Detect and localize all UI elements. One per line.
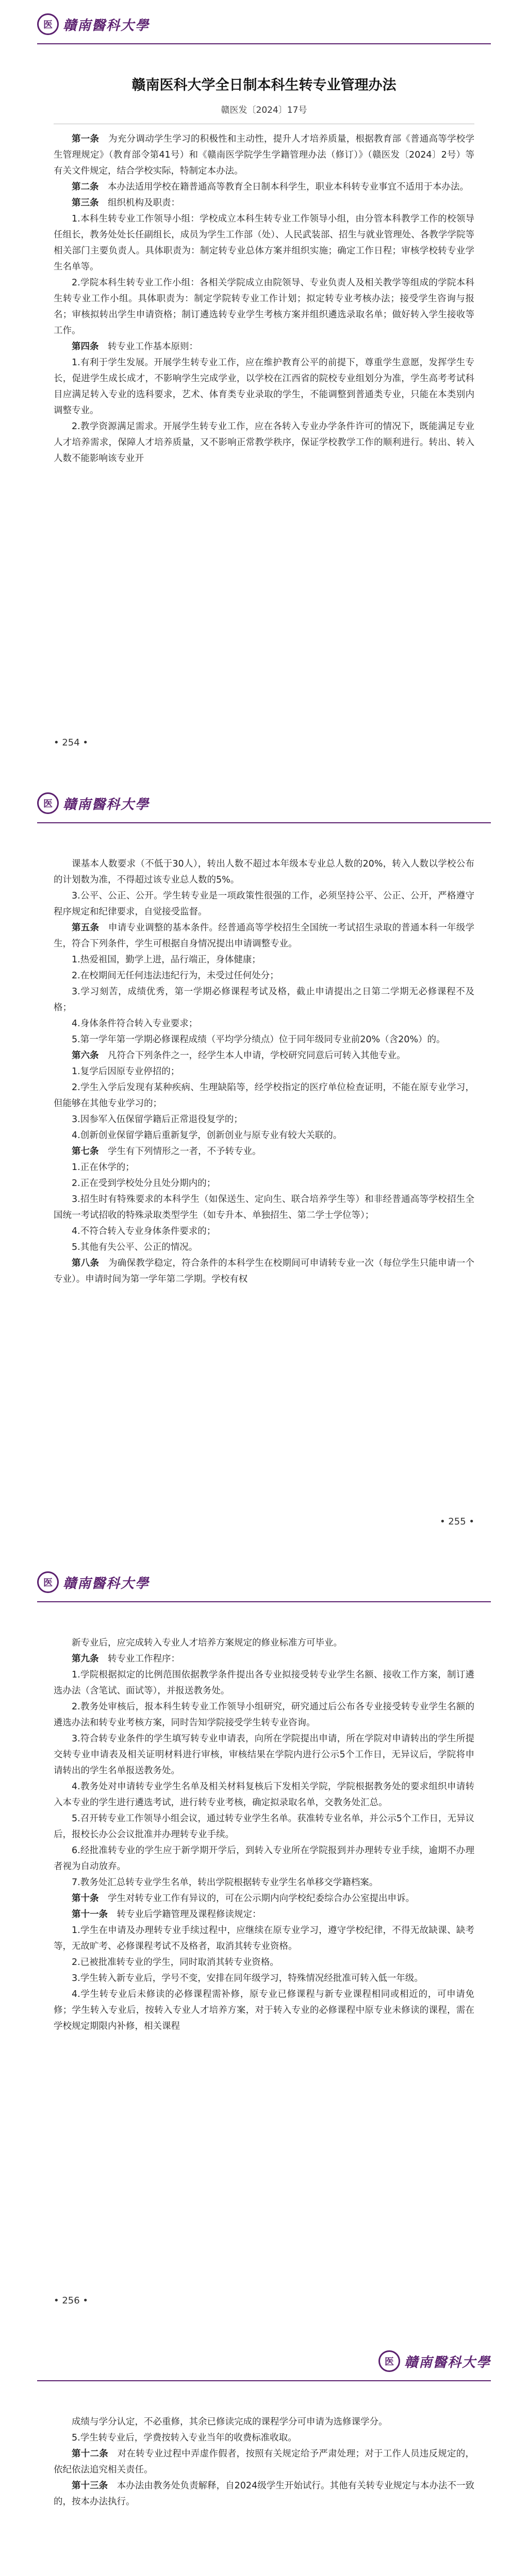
paragraph bbox=[54, 1192, 474, 1224]
paragraph-text: 4.创新创业保留学籍后重新复学，创新创业与原专业有较大关联的。 bbox=[72, 1130, 342, 1141]
paragraph-text: 凡符合下列条件之一，经学生本人申请，学校研究同意后可转入其他专业。 bbox=[108, 1050, 406, 1061]
paragraph-text: 7.教务处汇总转专业学生名单，转出学院根据转专业学生名单移交学籍档案。 bbox=[72, 1877, 378, 1888]
paragraph-text: 1.正在休学的； bbox=[72, 1162, 135, 1173]
paragraph bbox=[54, 131, 474, 179]
paragraph bbox=[54, 1891, 474, 1907]
paragraph bbox=[54, 1811, 474, 1843]
paragraph-text: 5.召开转专业工作领导小组会议，通过转专业学生名单。获准转专业名单，并公示5个工作日，无异议后，报校长办公会议批准并办理转专业手续。 bbox=[54, 1814, 474, 1840]
article-number: 第七条 bbox=[72, 1146, 99, 1157]
university-emblem-icon: 医 bbox=[378, 2350, 400, 2372]
paragraph-text: 4.学生转专业后未修读的必修课程需补修，原专业已修课程与新专业课程相同或相近的，可申请免修；学生转入专业后，按转入专业人才培养方案，对于转入专业的必修课程中原专业未修读的课程，需在学校规定期限内补修，相关课程 bbox=[54, 1989, 474, 2031]
paragraph bbox=[54, 952, 474, 968]
page-3 bbox=[0, 1558, 528, 2337]
article-number: 第十二条 bbox=[72, 2449, 109, 2459]
paragraph-text: 本办法适用学校在籍普通高等教育全日制本科学生，职业本科转专业事宜不适用于本办法。 bbox=[108, 182, 469, 192]
article-number: 第二条 bbox=[72, 182, 99, 192]
paragraph bbox=[54, 2446, 474, 2478]
paragraphs bbox=[54, 2414, 474, 2510]
paragraph-text: 申请专业调整的基本条件。经普通高等学校招生全国统一考试招生录取的普通本科一年级学生，符合下列条件，学生可根据自身情况提出申请调整专业。 bbox=[54, 923, 475, 949]
paragraph-text: 2.已被批准转专业的学生，同时取消其转专业资格。 bbox=[72, 1957, 279, 1968]
paragraph-text: 2.学院本科生转专业工作小组：各相关学院成立由院领导、专业负责人及相关教学等组成的学院本科生转专业工作小组。具体职责为：制定学院转专业工作计划；拟定转专业考核办法；接受学生咨询与报名；审核拟转出学生申请资格；制订遴选转专业学生考核方案并组织遴选录取名单；做好转入学生接收等工作。 bbox=[54, 278, 474, 336]
paragraph bbox=[54, 984, 474, 1016]
paragraph-text: 课基本人数要求（不低于30人），转出人数不超过本年级本专业总人数的20%，转入人数以学校公布的计划数为准，不得超过该专业总人数的5%。 bbox=[54, 859, 474, 885]
paragraph bbox=[54, 339, 474, 355]
paragraph bbox=[54, 1112, 474, 1128]
university-logo-text: 贛南醫科大學 bbox=[404, 2354, 491, 2370]
paragraph-text: 组织机构及职责： bbox=[108, 198, 180, 208]
header-rule bbox=[37, 43, 491, 44]
paragraph bbox=[54, 1987, 474, 2035]
university-emblem-icon: 医 bbox=[37, 792, 59, 814]
paragraph-text: 5.学生转专业后，学费按转入专业当年的收费标准收取。 bbox=[72, 2433, 297, 2443]
paragraph-text: 5.其他有失公平、公正的情况。 bbox=[72, 1242, 198, 1252]
paragraph bbox=[54, 1875, 474, 1891]
paragraphs bbox=[54, 131, 474, 467]
article-number: 第十三条 bbox=[72, 2481, 108, 2491]
page-content bbox=[54, 856, 474, 1287]
paragraph bbox=[54, 1016, 474, 1032]
paragraph bbox=[54, 1955, 474, 1971]
paragraph-text: 4.不符合转入专业身体条件要求的； bbox=[72, 1226, 216, 1236]
paragraph-text: 3.因参军入伍保留学籍后正常退役复学的； bbox=[72, 1114, 243, 1125]
header-rule bbox=[37, 822, 491, 823]
paragraph-text: 2.在校期间无任何违法违纪行为，未受过任何处分； bbox=[72, 971, 279, 981]
article-number: 第九条 bbox=[72, 1654, 99, 1664]
paragraph-text: 3.学习刻苦，成绩优秀，第一学期必修课程考试及格，截止申请提出之日第二学期无必修课程不及格； bbox=[54, 987, 474, 1013]
paragraph bbox=[54, 1128, 474, 1144]
university-logo bbox=[378, 2350, 491, 2372]
page-header bbox=[37, 789, 491, 825]
paragraph bbox=[54, 2430, 474, 2446]
paragraph bbox=[54, 1256, 474, 1287]
article-number: 第五条 bbox=[72, 923, 100, 933]
paragraph bbox=[54, 1048, 474, 1064]
paragraph bbox=[54, 1144, 474, 1160]
paragraph-text: 2.教务处审核后，报本科生转专业工作领导小组研究，研究通过后公布各专业接受转专业学生名额的遴选办法和转专业考核方案，同时告知学院接受学生转专业咨询。 bbox=[54, 1702, 474, 1728]
header-rule bbox=[37, 2380, 491, 2381]
paragraph bbox=[54, 2414, 474, 2430]
paragraph-text: 转专业工作程序： bbox=[108, 1654, 180, 1664]
paragraph-text: 6.经批准转专业的学生应于新学期开学后，到转入专业所在学院报到并办理转专业手续，逾期不办理者视为自动放弃。 bbox=[54, 1845, 474, 1872]
document-number: 赣医发〔2024〕17号 bbox=[221, 105, 307, 115]
paragraph-text: 转专业后学籍管理及课程修读规定： bbox=[117, 1909, 261, 1920]
paragraph-text: 对在转专业过程中弄虚作假者，按照有关规定给予严肃处理；对于工作人员违反规定的，依纪依法追究相关责任。 bbox=[54, 2449, 475, 2475]
paragraph-text: 4.教务处对申请转专业学生名单及相关材料复核后下发相关学院，学院根据教务处的要求组织申请转入本专业的学生进行遴选考试，进行转专业考核，确定拟录取名单，交教务处汇总。 bbox=[54, 1782, 474, 1808]
university-logo-text: 贛南醫科大學 bbox=[63, 18, 150, 33]
paragraph-text: 新专业后，应完成转入专业人才培养方案规定的修业标准方可毕业。 bbox=[72, 1638, 342, 1648]
paragraph-text: 3.招生时有特殊要求的本科学生（如保送生、定向生、联合培养学生等）和非经普通高等学校招生全国统一考试招收的特殊录取类型学生（如专升本、单独招生、第二学士学位等）； bbox=[54, 1194, 474, 1221]
paragraph bbox=[54, 2478, 474, 2510]
paragraphs bbox=[54, 1635, 474, 2035]
paragraph-text: 2.教学资源满足需求。开展学生转专业工作，应在各转入专业办学条件许可的情况下，既能满足专业人才培养需求，保障人才培养质量，又不影响正常教学秩序，保证学校教学工作的顺利进行。转出、转入人数不能影响该专业开 bbox=[54, 421, 474, 464]
paragraph-text: 1.热爱祖国，勤学上进，品行端正，身体健康； bbox=[72, 955, 261, 965]
page-header bbox=[37, 10, 491, 46]
paragraph-text: 3.学生转入新专业后，学号不变，安排在同年级学习，特殊情况经批准可转入低一年级。 bbox=[72, 1973, 423, 1984]
paragraph-text: 3.公平、公正、公开。学生转专业是一项政策性很强的工作，必须坚持公平、公正、公开，严格遵守程序规定和纪律要求，自觉接受监督。 bbox=[54, 891, 474, 917]
paragraph-text: 5.第一学年第一学期必修课程成绩（平均学分绩点）位于同年级同专业前20%（含20%）的。 bbox=[72, 1035, 446, 1045]
paragraph bbox=[54, 1971, 474, 1987]
paragraph bbox=[54, 1240, 474, 1256]
paragraph bbox=[54, 1160, 474, 1176]
page-4 bbox=[0, 2337, 528, 2576]
page-number: • 255 • bbox=[439, 1516, 474, 1527]
paragraph bbox=[54, 355, 474, 419]
paragraph-text: 2.学生入学后发现有某种疾病、生理缺陷等，经学校指定的医疗单位检查证明，不能在原专业学习，但能够在其他专业学习的； bbox=[54, 1082, 474, 1109]
article-number: 第十条 bbox=[72, 1893, 99, 1904]
paragraph bbox=[54, 1064, 474, 1080]
paragraph-text: 转专业工作基本原则： bbox=[108, 342, 198, 352]
paragraph-text: 4.身体条件符合转入专业要求； bbox=[72, 1019, 198, 1029]
article-number: 第十一条 bbox=[72, 1909, 108, 1920]
paragraph bbox=[54, 1779, 474, 1811]
paragraph-text: 1.学生在申请及办理转专业手续过程中，应继续在原专业学习，遵守学校纪律，不得无故缺课、缺考等，无故旷考、必修课程考试不及格者，取消其转专业资格。 bbox=[54, 1925, 474, 1952]
article-number: 第一条 bbox=[72, 134, 100, 144]
paragraph bbox=[54, 1176, 474, 1192]
paragraph bbox=[54, 211, 474, 275]
paragraph-text: 1.学院根据拟定的比例范围依据教学条件提出各专业拟接受转专业学生名额、接收工作方案，制订遴选办法（含笔试、面试等），并报送教务处。 bbox=[54, 1670, 474, 1696]
university-logo bbox=[37, 792, 150, 814]
page-content bbox=[54, 2414, 474, 2510]
paragraph-text: 2.正在受到学校处分且处分期内的； bbox=[72, 1178, 216, 1189]
paragraph bbox=[54, 1843, 474, 1875]
university-emblem-icon: 医 bbox=[37, 13, 59, 35]
paragraph bbox=[54, 1651, 474, 1667]
paragraph-text: 为充分调动学生学习的积极性和主动性，提升人才培养质量，根据教育部《普通高等学校学生管理规定》（教育部令第41号）和《赣南医学院学生学籍管理办法（修订）》（赣医发〔2024〕2号）等有关文件规定，结合学校实际，特制定本办法。 bbox=[54, 134, 475, 176]
document-title: 赣南医科大学全日制本科生转专业管理办法 bbox=[131, 77, 397, 93]
paragraph-text: 1.有利于学生发展。开展学生转专业工作，应在维护教育公平的前提下，尊重学生意愿，发挥学生专长，促进学生成长成才，不影响学生完成学业，以学校在江西省的院校专业组划分为准，学生高考考试科目应满足转入专业的选科要求，艺术、体育类专业录取的学生，不能调整到普通类专业，只能在本类别内调整专业。 bbox=[54, 358, 474, 416]
page-number: • 254 • bbox=[54, 737, 89, 748]
page-header bbox=[37, 2347, 491, 2383]
article-number: 第四条 bbox=[72, 342, 99, 352]
paragraph bbox=[54, 1731, 474, 1779]
paragraph bbox=[54, 1667, 474, 1699]
paragraph-text: 1.本科生转专业工作领导小组：学校成立本科生转专业工作领导小组，由分管本科教学工作的校领导任组长，教务处处长任副组长，成员为学生工作部（处）、人民武装部、招生与就业管理处、各教学学院等相关部门主要负责人。具体职责为：制定转专业总体方案并组织实施；确定工作日程；审核学校转专业学生名单等。 bbox=[54, 214, 474, 272]
page-1 bbox=[0, 0, 528, 779]
paragraph bbox=[54, 1080, 474, 1112]
paragraph bbox=[54, 419, 474, 467]
paragraph bbox=[54, 1224, 474, 1240]
university-logo-text: 贛南醫科大學 bbox=[63, 1575, 150, 1591]
university-logo-text: 贛南醫科大學 bbox=[63, 796, 150, 812]
university-logo bbox=[37, 1571, 150, 1593]
paragraph bbox=[54, 179, 474, 195]
paragraph bbox=[54, 968, 474, 984]
article-number: 第六条 bbox=[72, 1050, 99, 1061]
paragraph bbox=[54, 888, 474, 920]
page-number: • 256 • bbox=[54, 2295, 89, 2306]
paragraph bbox=[54, 856, 474, 888]
paragraph bbox=[54, 1907, 474, 1923]
paragraph-text: 1.复学后因原专业停招的； bbox=[72, 1066, 180, 1077]
paragraph-text: 学生对转专业工作有异议的，可在公示期内向学校纪委综合办公室提出申诉。 bbox=[108, 1893, 415, 1904]
paragraph-text: 学生有下列情形之一者，不予转专业。 bbox=[108, 1146, 261, 1157]
paragraph bbox=[54, 195, 474, 211]
paragraph-text: 3.符合转专业条件的学生填写转专业申请表，向所在学院提出申请，所在学院对申请转出的学生所提交转专业申请表及相关证明材料进行审核，审核结果在学院内进行公示5个工作日，无异议后，学院将申请转出的学生名单报送教务处。 bbox=[54, 1734, 474, 1776]
header-rule bbox=[37, 1601, 491, 1602]
article-number: 第八条 bbox=[72, 1258, 100, 1268]
university-emblem-icon: 医 bbox=[37, 1571, 59, 1593]
paragraph-text: 本办法由教务处负责解释，自2024级学生开始试行。其他有关转专业规定与本办法不一致的，按本办法执行。 bbox=[54, 2481, 475, 2507]
page-2 bbox=[0, 779, 528, 1558]
paragraph-text: 为确保教学稳定，符合条件的本科学生在校期间可申请转专业一次（每位学生只能申请一个专业）。申请时间为第一学年第二学期。学校有权 bbox=[54, 1258, 475, 1284]
page-content bbox=[54, 1635, 474, 2035]
page-content bbox=[54, 67, 474, 467]
paragraph bbox=[54, 920, 474, 952]
paragraphs bbox=[54, 856, 474, 1287]
paragraph bbox=[54, 1635, 474, 1651]
article-number: 第三条 bbox=[72, 198, 99, 208]
paragraph bbox=[54, 1699, 474, 1731]
paragraph bbox=[54, 1032, 474, 1048]
paragraph bbox=[54, 275, 474, 339]
paragraph bbox=[54, 1923, 474, 1955]
page-header bbox=[37, 1568, 491, 1604]
paragraph-text: 成绩与学分认定，不必重修，其余已修读完成的课程学分可申请为选修课学分。 bbox=[72, 2417, 388, 2427]
university-logo bbox=[37, 13, 150, 35]
